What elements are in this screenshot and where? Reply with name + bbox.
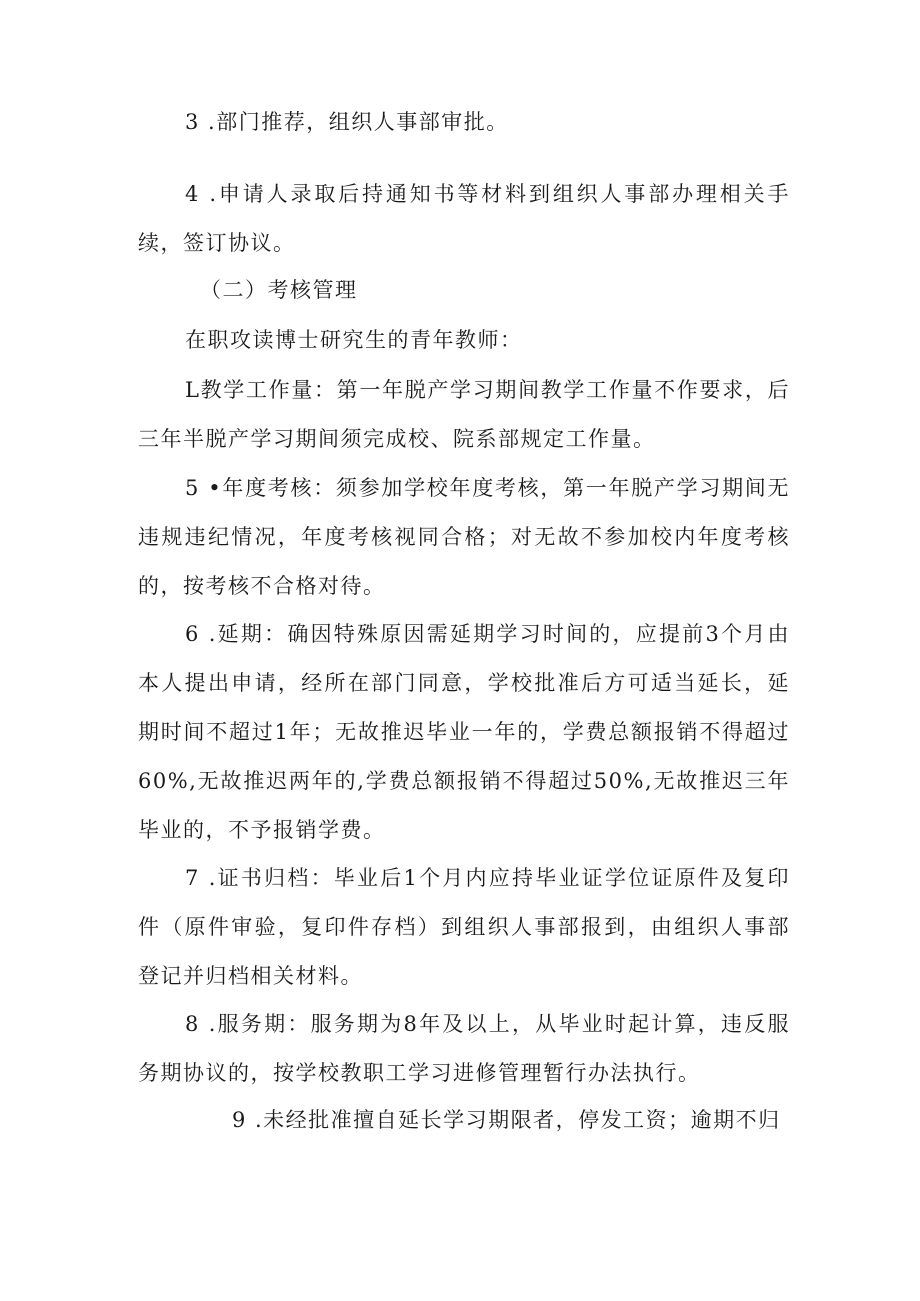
paragraph-annual-assessment: 5 •年度考核：须参加学校年度考核，第一年脱产学习期间无违规违纪情况，年度考核视同合格；对无故不参加校内年度考核的，按考核不合格对待。	[138, 476, 790, 598]
paragraph-item-3: 3 .部门推荐，组织人事部审批。	[185, 110, 509, 134]
paragraph-intro: 在职攻读博士研究生的青年教师：	[185, 328, 523, 352]
section-heading-assessment: （二）考核管理	[200, 278, 358, 302]
paragraph-certificate-archive: 7 .证书归档：毕业后1个月内应持毕业证学位证原件及复印件（原件审验，复印件存档）到组织人事部报到，由组织人事部登记并归档相关材料。	[138, 866, 790, 988]
item-number: 9	[232, 1108, 247, 1132]
paragraph-teaching-workload: L教学工作量：第一年脱产学习期间教学工作量不作要求，后三年半脱产学习期间须完成校、院系部规定工作量。	[138, 378, 790, 451]
paragraph-extension: 6 .延期：确因特殊原因需延期学习时间的，应提前3个月由本人提出申请，经所在部门同意，学校批准后方可适当延长，延期时间不超过1年；无故推迟毕业一年的，学费总额报销不得超过60%,无故推迟两年的,学费总额报销不得超过50%,无故推迟三年毕业的，不予报销学费。	[138, 622, 790, 842]
paragraph-item-4: 4 .申请人录取后持通知书等材料到组织人事部办理相关手续，签订协议。	[138, 182, 790, 255]
paragraph-service-period: 8 .服务期：服务期为8年及以上，从毕业时起计算，违反服务期协议的，按学校教职工学习进修管理暂行办法执行。	[138, 1012, 790, 1085]
paragraph-item-9	[138, 1096, 790, 1145]
item-text: .未经批准擅自延长学习期限者，停发工资；逾期不归	[255, 1108, 781, 1132]
